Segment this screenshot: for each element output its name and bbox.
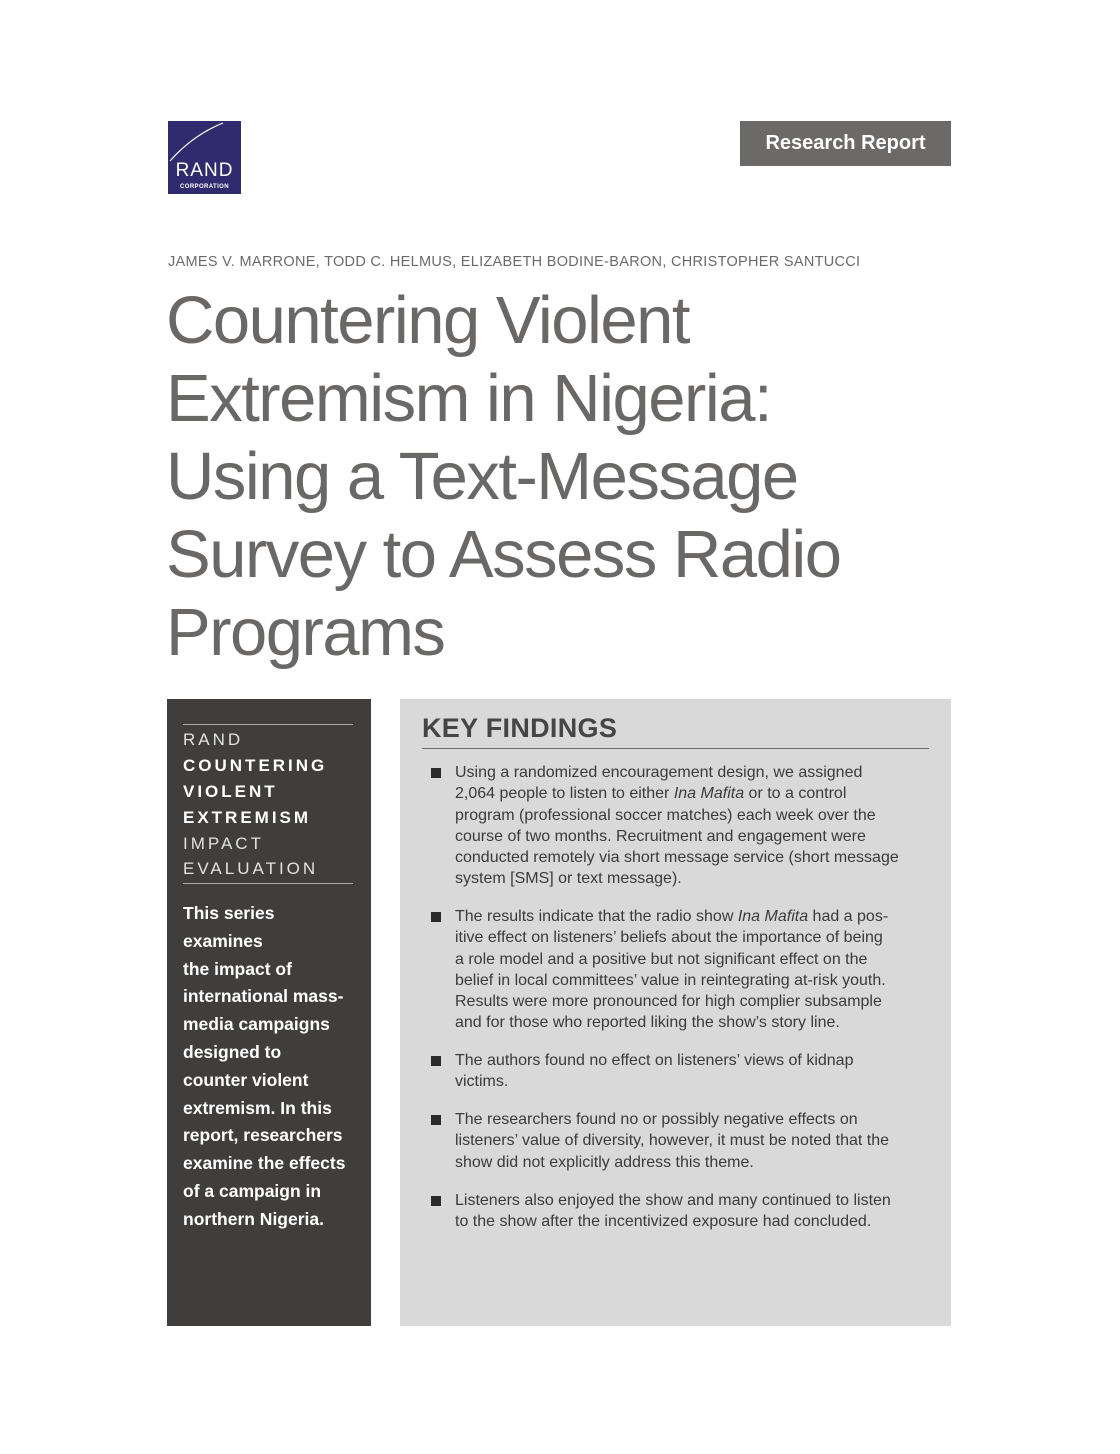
finding-item bbox=[455, 1190, 935, 1233]
finding-line: Using a randomized encouragement design, we assigned bbox=[455, 764, 863, 781]
blurb-line: media campaigns bbox=[183, 1014, 330, 1035]
blurb-line: examines bbox=[183, 930, 263, 951]
finding-line: Listeners also enjoyed the show and many continued to listen bbox=[455, 1192, 891, 1209]
series-sidebar bbox=[167, 699, 371, 1326]
blurb-line: report, researchers bbox=[183, 1125, 343, 1146]
finding-line: listeners’ value of diversity, however, it must be noted that the bbox=[455, 1132, 889, 1150]
series-name-line: EVALUATION bbox=[183, 859, 319, 878]
finding-line: program (professional soccer matches) each week over the bbox=[455, 806, 876, 824]
finding-line: a role model and a positive but not significant effect on the bbox=[455, 950, 868, 968]
blurb-line: the impact of bbox=[183, 958, 292, 979]
series-name-line: VIOLENT bbox=[183, 782, 278, 801]
finding-line: itive effect on listeners’ beliefs about the importance of being bbox=[455, 929, 883, 947]
rand-logo bbox=[168, 121, 241, 194]
finding-item bbox=[455, 1050, 935, 1093]
key-findings-panel bbox=[400, 699, 951, 1326]
finding-line: The researchers found no or possibly negative effects on bbox=[455, 1111, 858, 1128]
finding-item bbox=[455, 1109, 935, 1173]
series-bottom-divider bbox=[183, 883, 353, 884]
blurb-line: designed to bbox=[183, 1041, 282, 1062]
logo-subtitle: CORPORATION bbox=[180, 184, 229, 190]
finding-line: conducted remotely via short message service (short message bbox=[455, 849, 899, 867]
title-line: Survey to Assess Radio bbox=[166, 517, 841, 592]
title-line: Extremism in Nigeria: bbox=[166, 361, 772, 436]
finding-line: The results indicate that the radio show Ina Mafita had a pos- bbox=[455, 908, 889, 925]
finding-item bbox=[455, 762, 935, 890]
finding-line: course of two months. Recruitment and engagement were bbox=[455, 827, 866, 845]
finding-line: 2,064 people to listen to either Ina Mafita or to a control bbox=[455, 785, 847, 803]
series-top-divider bbox=[183, 724, 353, 725]
title-line: Countering Violent bbox=[166, 283, 690, 358]
finding-line: system [SMS] or text message). bbox=[455, 870, 682, 888]
series-name-line: RAND bbox=[183, 730, 244, 749]
finding-line: belief in local committees’ value in reintegrating at-risk youth. bbox=[455, 971, 886, 989]
blurb-line: northern Nigeria. bbox=[183, 1208, 324, 1229]
logo-wordmark: RAND bbox=[175, 160, 234, 181]
finding-line: and for those who reported liking the show’s story line. bbox=[455, 1014, 840, 1032]
blurb-line: international mass- bbox=[183, 986, 344, 1007]
key-findings-divider bbox=[422, 748, 929, 749]
bullet-square-icon bbox=[431, 768, 441, 778]
bullet-square-icon bbox=[431, 912, 441, 922]
finding-line: victims. bbox=[455, 1073, 509, 1091]
blurb-line: This series bbox=[183, 903, 275, 923]
series-name-line: IMPACT bbox=[183, 834, 264, 853]
finding-line: show did not explicitly address this theme. bbox=[455, 1153, 754, 1171]
title-line: Programs bbox=[166, 595, 445, 670]
bullet-square-icon bbox=[431, 1056, 441, 1066]
series-description bbox=[183, 900, 363, 1234]
blurb-line: examine the effects bbox=[183, 1153, 346, 1174]
report-title bbox=[166, 282, 966, 672]
blurb-line: of a campaign in bbox=[183, 1180, 322, 1201]
finding-line: Results were more pronounced for high complier subsample bbox=[455, 993, 882, 1011]
finding-line: The authors found no effect on listeners’ views of kidnap bbox=[455, 1052, 854, 1069]
finding-line: to the show after the incentivized exposure had concluded. bbox=[455, 1213, 872, 1231]
blurb-line: counter violent bbox=[183, 1069, 309, 1090]
series-name-line: EXTREMISM bbox=[183, 808, 312, 827]
author-list: JAMES V. MARRONE, TODD C. HELMUS, ELIZABETH BODINE-BARON, CHRISTOPHER SANTUCCI bbox=[168, 254, 861, 270]
finding-item bbox=[455, 906, 935, 1034]
bullet-square-icon bbox=[431, 1196, 441, 1206]
report-type-badge: Research Report bbox=[740, 121, 951, 166]
bullet-square-icon bbox=[431, 1115, 441, 1125]
series-name-line: COUNTERING bbox=[183, 756, 328, 775]
blurb-line: extremism. In this bbox=[183, 1097, 332, 1118]
key-findings-heading: KEY FINDINGS bbox=[422, 713, 618, 743]
title-line: Using a Text-Message bbox=[166, 439, 798, 514]
